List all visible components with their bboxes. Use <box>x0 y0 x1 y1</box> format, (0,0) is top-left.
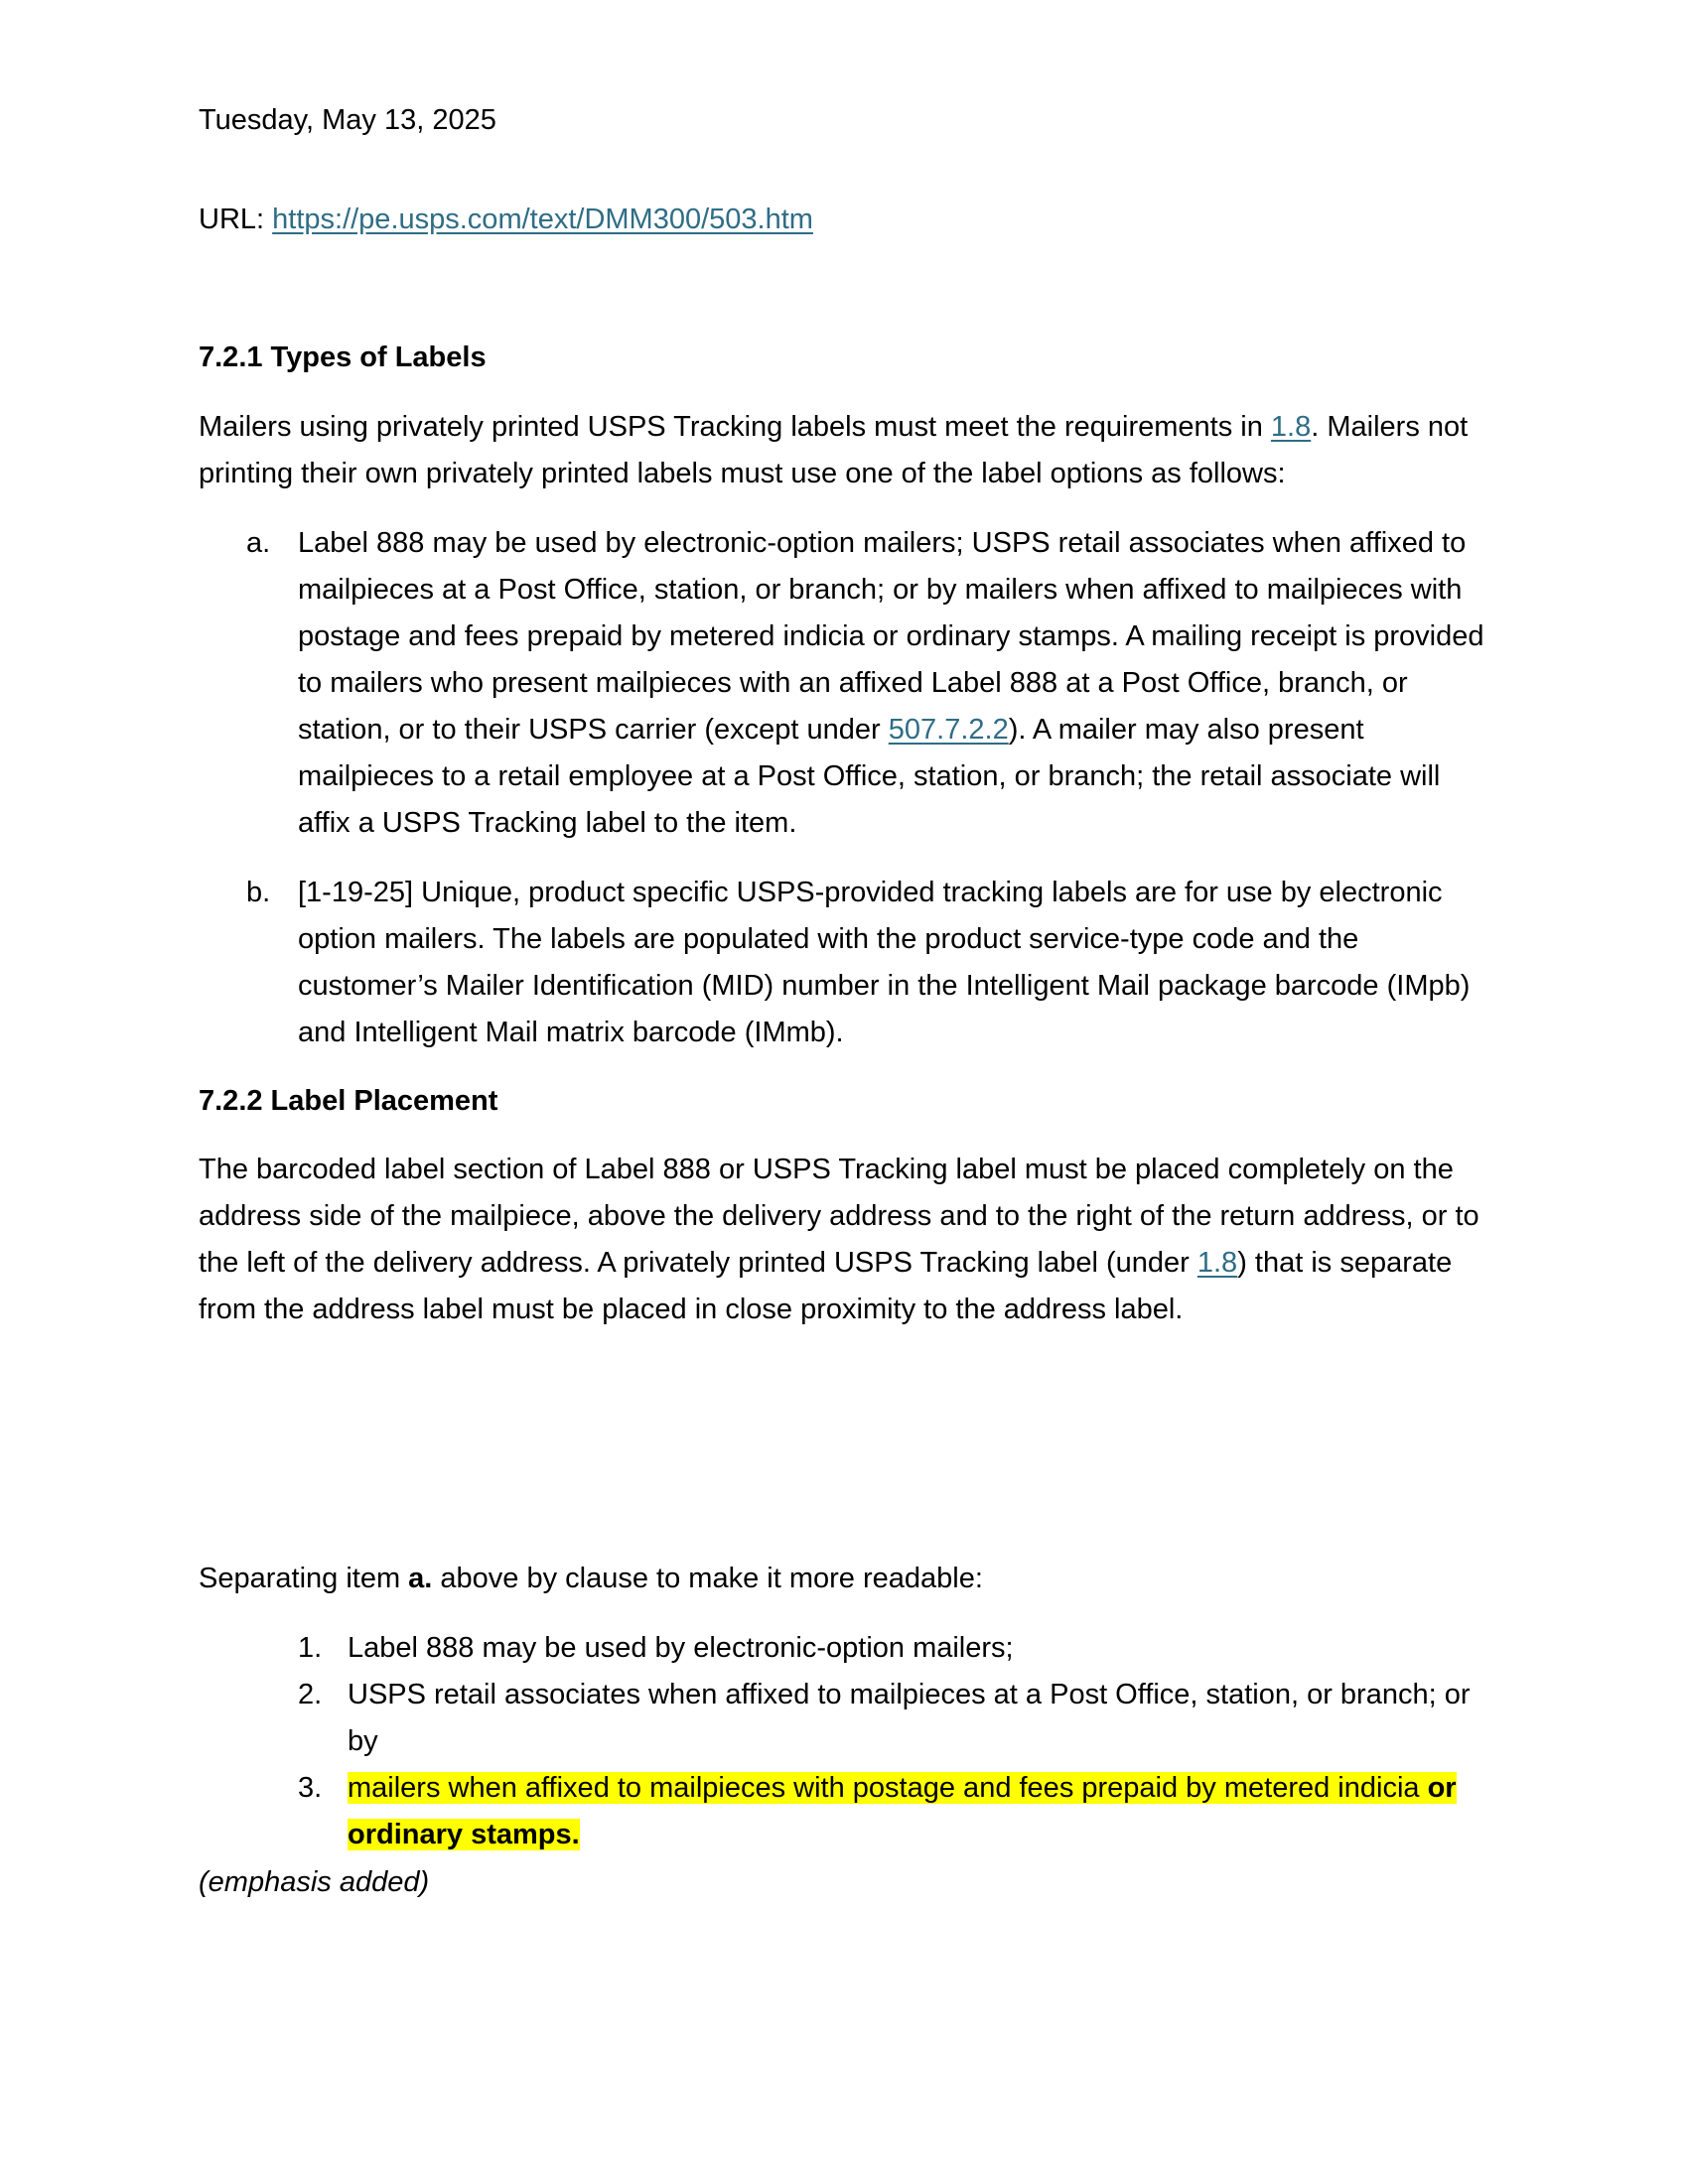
intro-text: Mailers using privately printed USPS Tracking labels must meet the requirements in <box>199 411 1271 443</box>
section-721-intro <box>199 404 1489 497</box>
list-item <box>199 870 1489 1056</box>
item-b-text: [1-19-25] Unique, product specific USPS-provided tracking labels are for use by electronic option mailers. The labels are populated with the product service-type code and the customer’s Mailer Identification (MID) number in the Intelligent Mail package barcode (IMpb) and Intelligent Mail matrix barcode (IMmb). <box>298 877 1471 1048</box>
section-722-body <box>199 1147 1489 1333</box>
item-a-text-cont: ). A mailer may also present mailpieces to a retail employee at a Post Office, station, or branch; the retail associate will affix a USPS Tracking label to the item. <box>298 714 1441 839</box>
list-item <box>199 1672 1489 1765</box>
url-label: URL: <box>199 204 273 235</box>
list-marker: 2. <box>298 1679 323 1710</box>
commentary-bold: a. <box>408 1563 433 1594</box>
clause-text: Label 888 may be used by electronic-option mailers; <box>348 1632 1014 1664</box>
ref-link-507-7-2-2[interactable]: 507.7.2.2 <box>888 714 1009 746</box>
label-options-list-b <box>199 870 1489 1056</box>
commentary-text-cont: above by clause to make it more readable: <box>432 1563 983 1594</box>
list-item <box>199 1765 1489 1858</box>
list-marker: 3. <box>298 1772 323 1804</box>
url-line <box>199 197 813 243</box>
body-text-cont: ) that is separate from the address label must be placed in close proximity to the address label. <box>199 1247 1453 1325</box>
document-date: Tuesday, May 13, 2025 <box>199 104 496 136</box>
emphasis-note: (emphasis added) <box>199 1866 430 1898</box>
highlighted-clause-bold: or ordinary stamps. <box>348 1772 1457 1850</box>
list-item <box>199 520 1489 847</box>
list-item <box>199 1625 1489 1672</box>
ref-link-1-8[interactable]: 1.8 <box>1270 411 1312 443</box>
clause-text: USPS retail associates when affixed to mailpieces at a Post Office, station, or branch; or by <box>348 1679 1471 1757</box>
source-url-link[interactable]: https://pe.usps.com/text/DMM300/503.htm <box>272 204 813 235</box>
clause-list <box>199 1625 1489 1858</box>
section-721-heading: 7.2.1 Types of Labels <box>199 341 487 373</box>
ref-link-1-8[interactable]: 1.8 <box>1196 1247 1238 1279</box>
highlighted-clause: mailers when affixed to mailpieces with postage and fees prepaid by metered indicia <box>348 1772 1428 1804</box>
item-a-text: Label 888 may be used by electronic-option mailers; USPS retail associates when affixed to mailpieces at a Post Office, station, or branch; or by mailers when affixed to mailpieces with postage and fees prepaid by metered indicia or ordinary stamps. A mailing receipt is provided to mailers who present mailpieces with an affixed Label 888 at a Post Office, branch, or station, or to their USPS carrier (except under <box>298 527 1484 746</box>
label-options-list <box>199 520 1489 847</box>
list-marker: 1. <box>298 1632 323 1664</box>
section-722-heading: 7.2.2 Label Placement <box>199 1085 498 1117</box>
body-text: The barcoded label section of Label 888 or USPS Tracking label must be placed completely on the address side of the mailpiece, above the delivery address and to the right of the return address, or to the left of the delivery address. A privately printed USPS Tracking label (under <box>199 1154 1479 1279</box>
list-marker: a. <box>246 527 271 559</box>
list-marker: b. <box>246 877 271 908</box>
commentary-text: Separating item <box>199 1563 409 1594</box>
commentary-intro <box>199 1556 1489 1602</box>
intro-text-cont: . Mailers not printing their own privately printed labels must use one of the label options as follows: <box>199 411 1469 489</box>
